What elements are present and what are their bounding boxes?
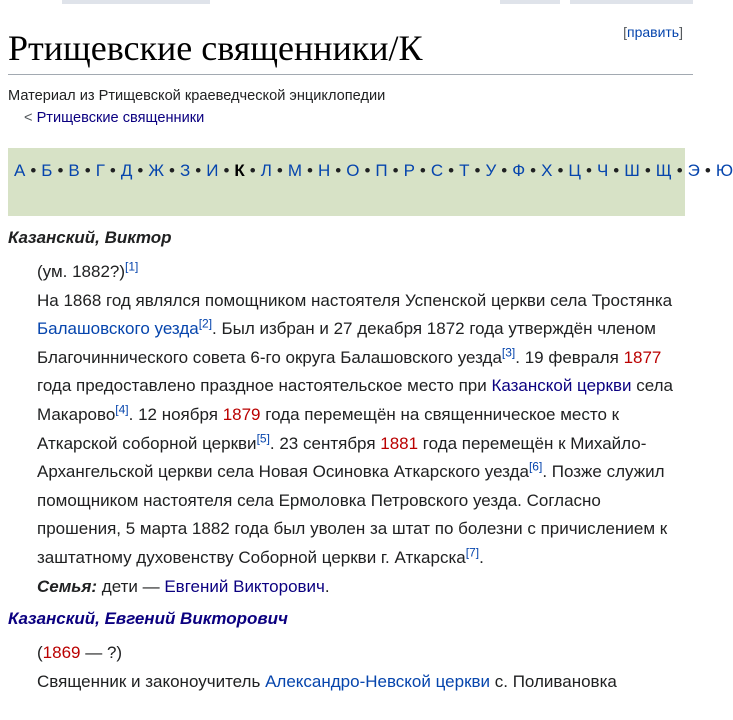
letter-separator: • xyxy=(57,161,64,180)
entry-years: (ум. 1882?)[1] xyxy=(37,259,139,281)
letter-link[interactable]: О xyxy=(346,161,360,180)
letter-link[interactable]: А xyxy=(14,161,26,180)
letter-separator: • xyxy=(307,161,313,180)
letter-link[interactable]: В xyxy=(68,161,80,180)
alphabet-navigation xyxy=(8,148,733,216)
letter-link[interactable]: Ч xyxy=(596,161,609,180)
page-title: Ртищевские священники/К xyxy=(8,28,423,68)
link-evgeny-viktorovich[interactable]: Евгений Викторович xyxy=(164,576,325,596)
breadcrumb: < Ртищевские священники xyxy=(24,110,205,126)
letter-link[interactable]: У xyxy=(485,161,497,180)
letter-separator: • xyxy=(644,161,651,180)
edit-section: [править] xyxy=(623,24,683,40)
link-year-1879[interactable]: 1879 xyxy=(222,404,261,424)
reference-link[interactable]: [4] xyxy=(115,402,129,417)
letter-separator: • xyxy=(474,161,481,180)
link-alexander-nevsky-church[interactable]: Александро-Невской церкви xyxy=(265,671,491,691)
entry-biography: Священник и законоучитель Александро-Невской церкви с. Поливановка xyxy=(37,671,617,691)
letter-separator: • xyxy=(364,161,371,180)
link-year-1877[interactable]: 1877 xyxy=(623,347,662,367)
letter-link[interactable]: И xyxy=(206,161,219,180)
letter-link[interactable]: С xyxy=(430,161,444,180)
reference-link[interactable]: [6] xyxy=(528,459,543,474)
tabs-strip xyxy=(0,0,693,4)
link-balashov-uyezd[interactable]: Балашовского уезда xyxy=(37,319,199,339)
letter-separator: • xyxy=(613,161,620,180)
site-subtitle: Материал из Ртищевской краеведческой энциклопедии xyxy=(8,88,386,104)
letter-link: К xyxy=(234,161,245,180)
link-year-1881[interactable]: 1881 xyxy=(380,433,419,453)
letter-link[interactable]: Ш xyxy=(624,161,640,180)
letter-separator: • xyxy=(335,161,342,180)
letter-link[interactable]: Щ xyxy=(655,161,672,180)
letter-separator: • xyxy=(169,161,175,180)
entry-family: Семья: дети — Евгений Викторович. xyxy=(37,576,330,596)
letter-link[interactable]: Ц xyxy=(568,161,581,180)
letter-link[interactable]: Ж xyxy=(148,161,165,180)
letter-link[interactable]: Э xyxy=(687,161,700,180)
letter-link[interactable]: Ф xyxy=(512,161,526,180)
letter-separator: • xyxy=(557,161,564,180)
letter-separator: • xyxy=(223,161,230,180)
letter-link[interactable]: Б xyxy=(41,161,53,180)
reference-link[interactable]: [2] xyxy=(198,316,213,331)
letter-link[interactable]: Т xyxy=(459,161,470,180)
entry-biography: На 1868 год являлся помощником настоятеля Успенской церкви села Тростянка Балашовского уезда[2]. Был избран и 27 декабря 1872 года утверждён членом Благочиннического совета 6-го округа Балашовского уезда[3]. 19 февраля 1877 года предоставлено праздное настоятельское место при Казанской церкви села Макарово[4]. 12 ноября 1879 года перемещён на священническое место к Аткарской соборной церкви[5]. 23 сентября 1881 года перемещён к Михайло-Архангельской церкви села Новая Осиновка Аткарского уезда[6]. Позже служил помощником настоятеля села Ермоловка Петровского уезда. Согласно прошения, 5 марта 1882 года был уволен за штат по болезни с причислением к заштатному духовенству Соборной церкви г. Аткарска[7]. xyxy=(37,290,673,567)
entry-heading: Казанский, Виктор xyxy=(8,228,172,247)
letter-separator: • xyxy=(84,161,91,180)
title-divider xyxy=(8,74,693,75)
breadcrumb-link[interactable]: Ртищевские священники xyxy=(36,110,205,126)
letter-link[interactable]: Д xyxy=(120,161,133,180)
letter-separator: • xyxy=(249,161,256,180)
letter-separator: • xyxy=(585,161,592,180)
entry-heading: Казанский, Евгений Викторович xyxy=(8,609,288,629)
letter-separator: • xyxy=(676,161,683,180)
reference-link[interactable]: [3] xyxy=(501,345,516,360)
letter-separator: • xyxy=(448,161,455,180)
letter-link[interactable]: Г xyxy=(95,161,105,180)
letter-separator: • xyxy=(392,161,399,180)
letter-separator: • xyxy=(195,161,202,180)
letter-separator: • xyxy=(30,161,37,180)
reference-link[interactable]: [1] xyxy=(125,259,139,274)
letter-link[interactable]: Ю xyxy=(715,161,733,180)
letter-separator: • xyxy=(109,161,116,180)
letter-separator: • xyxy=(704,161,711,180)
letter-separator: • xyxy=(137,161,144,180)
entry-years: (1869 — ?) xyxy=(37,643,123,663)
link-year-1869[interactable]: 1869 xyxy=(42,643,81,663)
letter-separator: • xyxy=(501,161,508,180)
link-kazan-church[interactable]: Казанской церкви xyxy=(491,376,632,396)
letter-separator: • xyxy=(276,161,283,180)
reference-link[interactable]: [5] xyxy=(256,430,270,445)
edit-link[interactable]: править xyxy=(626,24,680,40)
letter-link[interactable]: Х xyxy=(541,161,553,180)
reference-link[interactable]: [7] xyxy=(465,545,480,560)
letter-link[interactable]: Н xyxy=(317,161,331,180)
letter-link[interactable]: З xyxy=(180,161,191,180)
letter-link[interactable]: Л xyxy=(260,161,272,180)
article-content xyxy=(8,224,688,696)
letter-separator: • xyxy=(530,161,537,180)
letter-link[interactable]: Р xyxy=(403,161,415,180)
letter-link[interactable]: М xyxy=(287,161,303,180)
letter-link[interactable]: П xyxy=(375,161,388,180)
letter-separator: • xyxy=(419,161,426,180)
